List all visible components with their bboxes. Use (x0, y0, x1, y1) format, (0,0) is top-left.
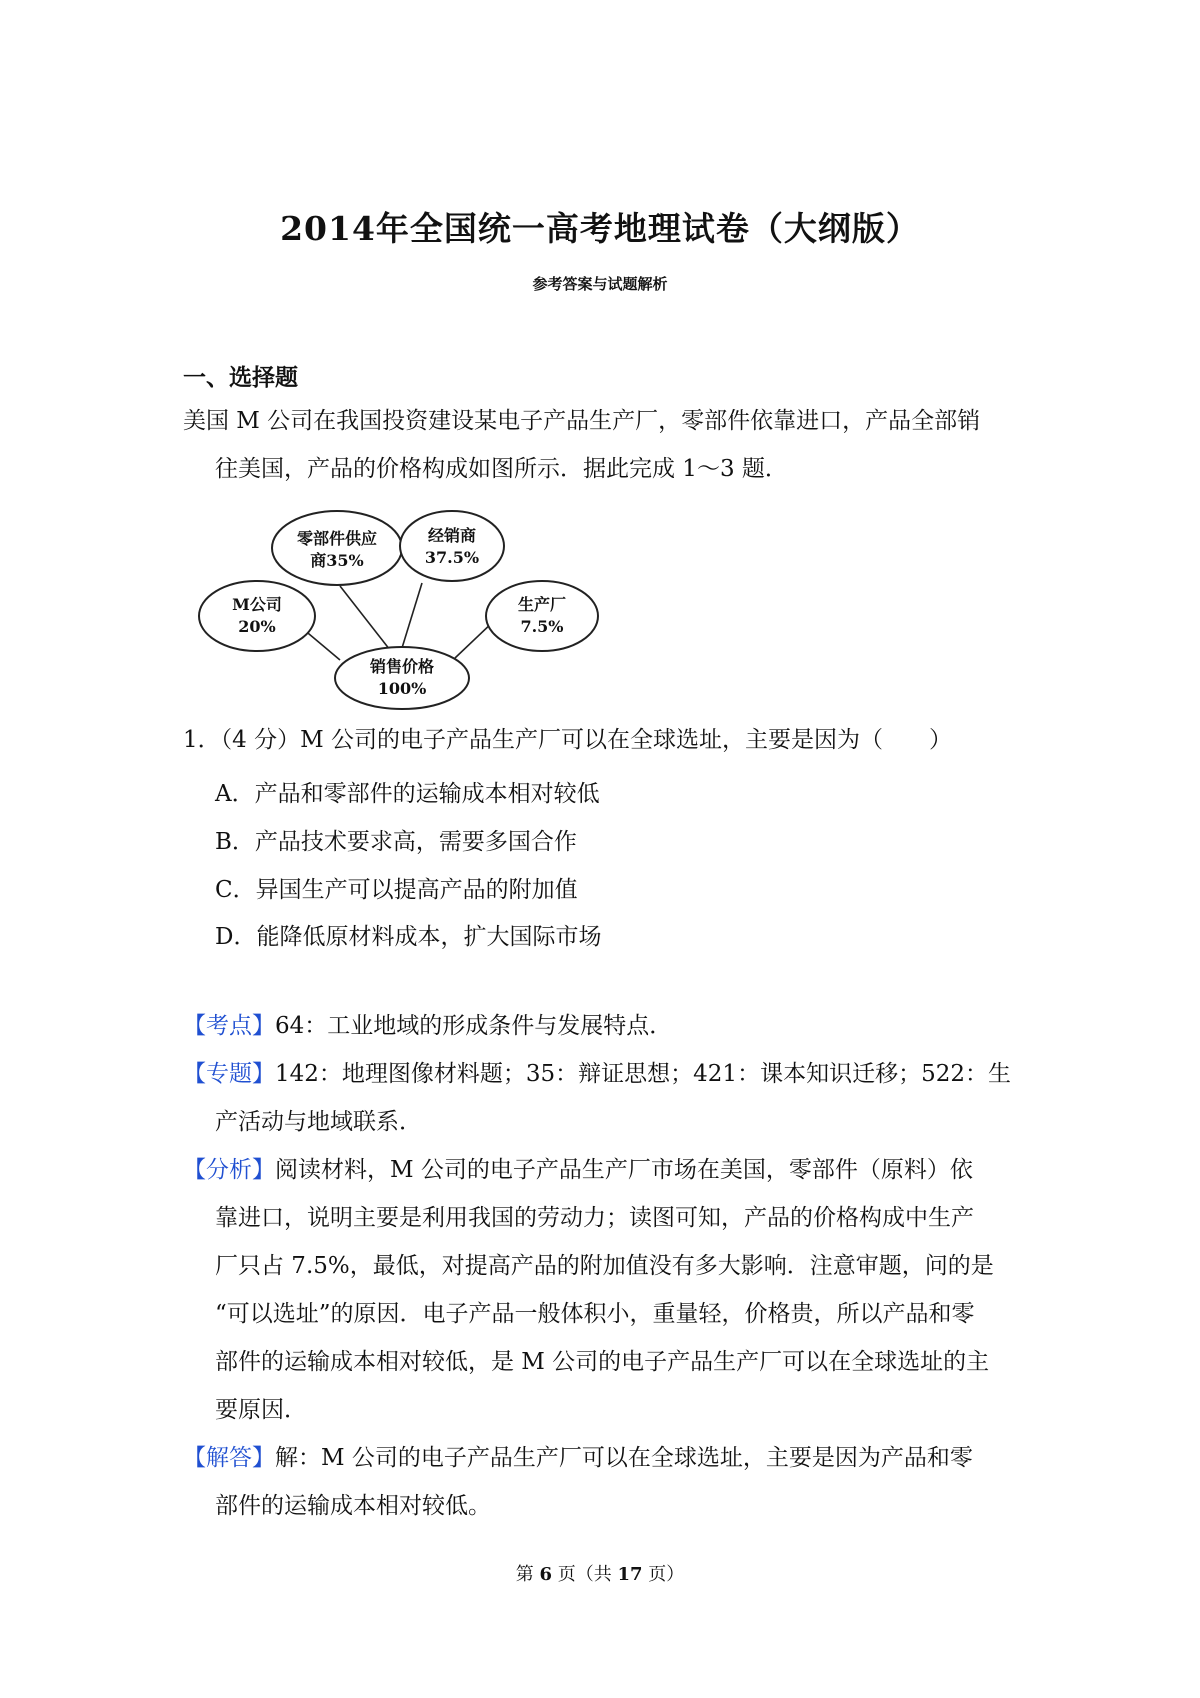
node-value: 商35% (310, 551, 364, 570)
zhuanti-text: 产活动与地域联系． (215, 1109, 422, 1135)
jieda-text: 部件的运输成本相对较低。 (215, 1493, 491, 1519)
footer-middle: 页（共 (557, 1564, 612, 1585)
node-ellipse-dealer (400, 511, 504, 581)
zhuanti-text: 142：地理图像材料题；35：辩证思想；421：课本知识迁移；522：生 (275, 1061, 1011, 1087)
node-value: 37.5% (424, 548, 480, 567)
connector-line (340, 586, 390, 650)
kaodian-tag: 【考点】 (183, 1013, 275, 1039)
node-ellipse-parts-supplier (272, 511, 402, 585)
kaodian-text: 64：工业地域的形成条件与发展特点． (275, 1013, 673, 1039)
fenxi-text: 部件的运输成本相对较低，是 M 公司的电子产品生产厂可以在全球选址的主 (215, 1349, 990, 1375)
node-ellipse-factory (486, 581, 598, 651)
connector-line (402, 583, 422, 648)
footer-prefix: 第 (515, 1564, 534, 1585)
intro-line: 美国 M 公司在我国投资建设某电子产品生产厂，零部件依靠进口，产品全部销 (183, 408, 981, 434)
fenxi-text: 阅读材料，M 公司的电子产品生产厂市场在美国，零部件（原料）依 (275, 1157, 973, 1183)
jieda-tag: 【解答】 (183, 1445, 275, 1471)
page-title: 2014年全国统一高考地理试卷（大纲版） (280, 209, 920, 248)
option-d: D．能降低原材料成本，扩大国际市场 (215, 924, 602, 950)
node-label: 零部件供应 (296, 529, 378, 548)
fenxi-block (183, 1146, 1043, 1434)
intro-paragraph (183, 397, 1043, 493)
intro-line: 往美国，产品的价格构成如图所示．据此完成 1～3 题． (215, 456, 788, 482)
fenxi-text: 厂只占 7.5%，最低，对提高产品的附加值没有多大影响．注意审题，问的是 (215, 1253, 994, 1279)
center-label: 销售价格 (369, 657, 435, 676)
option-c: C．异国生产可以提高产品的附加值 (215, 877, 578, 903)
node-label: 生产厂 (517, 595, 567, 614)
option-a: A．产品和零部件的运输成本相对较低 (215, 781, 600, 807)
page-footer (0, 1560, 1200, 1586)
node-value: 7.5% (520, 617, 564, 636)
fenxi-tag: 【分析】 (183, 1157, 275, 1183)
zhuanti-tag: 【专题】 (183, 1061, 275, 1087)
footer-total-pages: 17 (617, 1564, 643, 1585)
fenxi-text: “可以选址”的原因．电子产品一般体积小，重量轻，价格贵，所以产品和零 (215, 1301, 975, 1327)
kaodian-block (183, 1002, 1043, 1050)
node-label: M公司 (232, 595, 282, 614)
zhuanti-block (183, 1050, 1043, 1146)
node-label: 经销商 (427, 526, 477, 545)
center-value: 100% (377, 679, 427, 698)
fenxi-text: 要原因． (215, 1397, 307, 1423)
option-b: B．产品技术要求高，需要多国合作 (215, 829, 577, 855)
node-ellipse-m-company (199, 581, 315, 651)
question-stem (183, 716, 1043, 764)
price-composition-diagram (190, 510, 610, 710)
node-value: 20% (238, 617, 276, 636)
page-subtitle: 参考答案与试题解析 (532, 275, 668, 293)
question-stem-text: 1．（4 分）M 公司的电子产品生产厂可以在全球选址，主要是因为（ ） (183, 727, 952, 753)
fenxi-text: 靠进口，说明主要是利用我国的劳动力；读图可知，产品的价格构成中生产 (215, 1205, 974, 1231)
footer-page-number: 6 (539, 1564, 552, 1585)
footer-suffix: 页） (648, 1564, 685, 1585)
section-heading: 一、选择题 (183, 364, 298, 391)
jieda-block (183, 1434, 1043, 1530)
jieda-text: 解：M 公司的电子产品生产厂可以在全球选址，主要是因为产品和零 (275, 1445, 973, 1471)
